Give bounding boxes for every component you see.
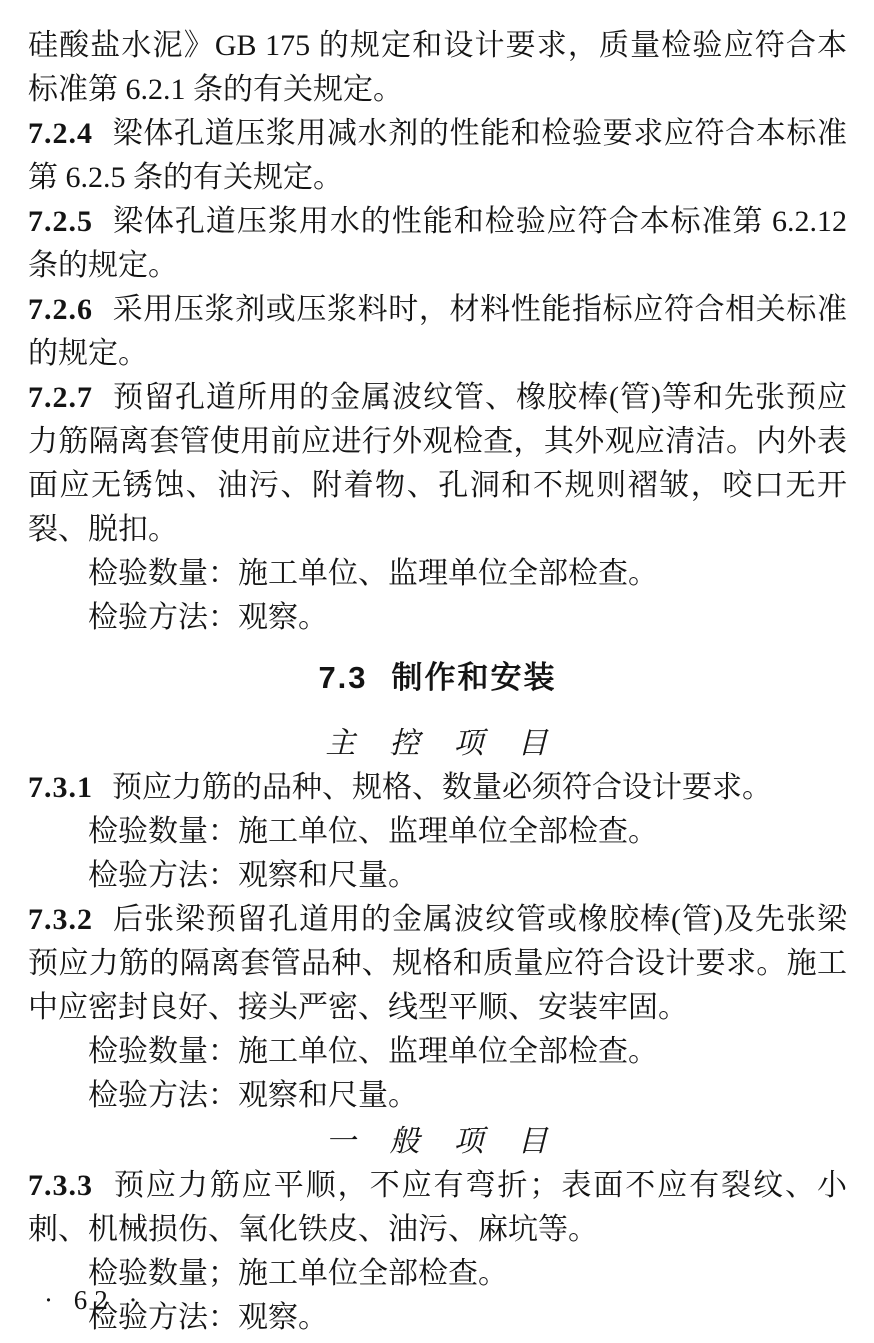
check-quantity-line: 检验数量；施工单位全部检查。 [88, 1257, 508, 1290]
clause-7-2-7 [28, 376, 847, 552]
clause-text: 梁体孔道压浆用水的性能和检验应符合本标准第 6.2.12 条的规定。 [28, 205, 847, 282]
check-method-line: 检验方法：观察和尺量。 [88, 1079, 418, 1112]
check-method-line: 检验方法：观察。 [88, 601, 328, 634]
clause-text: 梁体孔道压浆用减水剂的性能和检验要求应符合本标准第 6.2.5 条的有关规定。 [28, 117, 847, 194]
clause-number: 7.3.1 [28, 771, 93, 804]
clause-7-3-3 [28, 1164, 847, 1252]
section-heading-title: 制作和安装 [391, 660, 557, 695]
clause-number: 7.2.6 [28, 293, 93, 326]
clause-7-3-2 [28, 898, 847, 1030]
check-method-line: 检验方法：观察和尺量。 [88, 859, 418, 892]
clause-number: 7.2.7 [28, 381, 93, 414]
clause-text: 采用压浆剂或压浆料时，材料性能指标应符合相关标准的规定。 [28, 293, 847, 370]
paragraph-continuation: 硅酸盐水泥》GB 175 的规定和设计要求，质量检验应符合本标准第 6.2.1 条的有关规定。 [28, 29, 847, 106]
subheading-main-control-items: 主 控 项 目 [325, 727, 550, 760]
page-number: · 62 · [44, 1285, 145, 1315]
clause-text: 后张梁预留孔道用的金属波纹管或橡胶棒(管)及先张梁预应力筋的隔离套管品种、规格和质量应符合设计要求。施工中应密封良好、接头严密、线型平顺、安装牢固。 [28, 903, 847, 1024]
clause-7-2-6 [28, 288, 847, 376]
clause-text: 预留孔道所用的金属波纹管、橡胶棒(管)等和先张预应力筋隔离套管使用前应进行外观检查，其外观应清洁。内外表面应无锈蚀、油污、附着物、孔洞和不规则褶皱，咬口无开裂、脱扣。 [28, 381, 847, 546]
clause-7-2-5 [28, 200, 847, 288]
clause-text: 预应力筋的品种、规格、数量必须符合设计要求。 [112, 771, 772, 804]
check-quantity-line: 检验数量：施工单位、监理单位全部检查。 [88, 557, 658, 590]
clause-number: 7.2.4 [28, 117, 93, 150]
check-method-line: 检验方法：观察。 [88, 1301, 328, 1334]
clause-number: 7.3.3 [28, 1169, 93, 1202]
clause-text: 预应力筋应平顺，不应有弯折；表面不应有裂纹、小刺、机械损伤、氧化铁皮、油污、麻坑等。 [28, 1169, 847, 1246]
check-quantity-line: 检验数量：施工单位、监理单位全部检查。 [88, 1035, 658, 1068]
section-heading-number: 7.3 [318, 660, 368, 695]
clause-number: 7.3.2 [28, 903, 93, 936]
clause-7-2-4 [28, 112, 847, 200]
clause-7-3-1 [28, 766, 847, 810]
check-quantity-line: 检验数量：施工单位、监理单位全部检查。 [88, 815, 658, 848]
section-heading-7-3 [28, 656, 847, 700]
subheading-general-items: 一 般 项 目 [325, 1125, 550, 1158]
clause-number: 7.2.5 [28, 205, 93, 238]
